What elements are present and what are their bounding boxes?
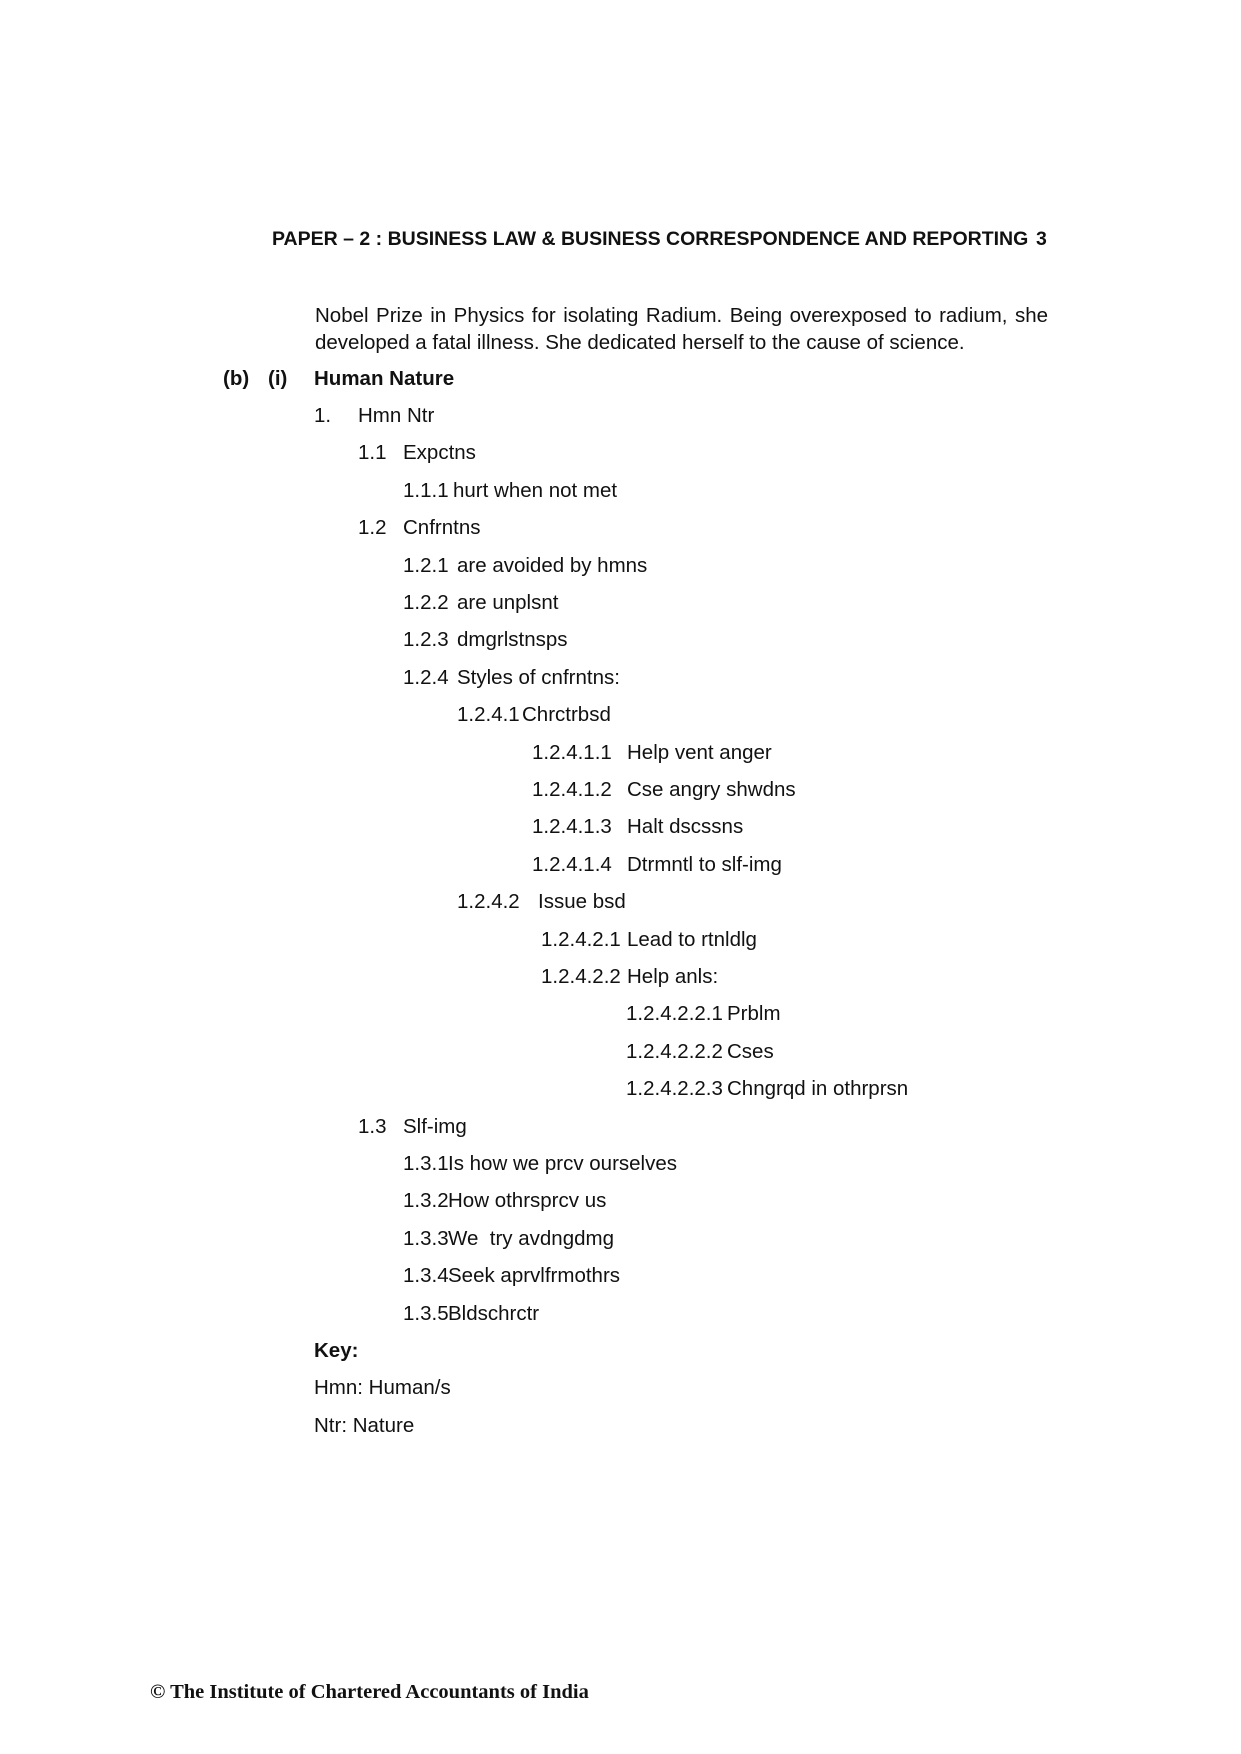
note-text: Slf-img — [403, 1115, 467, 1138]
note-text: We try avdngdmg — [448, 1227, 614, 1250]
note-text: Cses — [727, 1040, 774, 1063]
note-text: Issue bsd — [538, 890, 626, 913]
note-text: Dtrmntl to slf-img — [627, 853, 782, 876]
note-number: 1.2.4.2.2.1 — [626, 1002, 723, 1025]
note-text: Lead to rtnldlg — [627, 928, 757, 951]
note-text: Seek aprvlfrmothrs — [448, 1264, 621, 1287]
note-text: Cse angry shwdns — [627, 778, 796, 801]
note-text: dmgrlstnsps — [457, 628, 568, 651]
note-number: 1.2.4.2.2.2 — [626, 1040, 723, 1063]
note-number: 1.2.1 — [403, 554, 449, 577]
note-number: 1.2.3 — [403, 628, 449, 651]
note-text: Is how we prcv ourselves — [448, 1152, 678, 1175]
note-number: 1.3.5 — [403, 1302, 449, 1325]
intro-paragraph — [315, 302, 1048, 356]
page-number: 3 — [1036, 228, 1047, 250]
section-title: Human Nature — [314, 367, 455, 390]
note-text: are unplsnt — [457, 591, 559, 614]
note-number: 1.2.4 — [403, 666, 449, 689]
note-number: 1.3.2 — [403, 1189, 449, 1212]
note-number: 1.2.4.1.3 — [532, 815, 612, 838]
note-text: Cnfrntns — [403, 516, 481, 539]
note-number: 1.3 — [358, 1115, 387, 1138]
key-entry: Hmn: Human/s — [314, 1376, 451, 1399]
section-label-i: (i) — [268, 367, 288, 390]
note-text: Styles of cnfrntns: — [457, 666, 620, 689]
note-number: 1.2.4.2 — [457, 890, 520, 913]
note-number: 1.2.2 — [403, 591, 449, 614]
note-number: 1.3.1 — [403, 1152, 449, 1175]
note-text: hurt when not met — [453, 479, 618, 502]
note-number: 1.2.4.2.1 — [541, 928, 621, 951]
note-text: Hmn Ntr — [358, 404, 435, 427]
key-entry: Ntr: Nature — [314, 1414, 415, 1437]
note-number: 1.2.4.1.1 — [532, 741, 612, 764]
note-number: 1.2.4.1 — [457, 703, 520, 726]
note-number: 1.2.4.1.4 — [532, 853, 612, 876]
note-text: Prblm — [727, 1002, 781, 1025]
section-label-b: (b) — [223, 367, 250, 390]
note-number: 1. — [314, 404, 332, 427]
note-number: 1.1 — [358, 441, 387, 464]
note-number: 1.2.4.2.2 — [541, 965, 621, 988]
note-text: Chrctrbsd — [522, 703, 611, 726]
note-number: 1.2.4.1.2 — [532, 778, 612, 801]
note-number: 1.3.3 — [403, 1227, 449, 1250]
key-title: Key: — [314, 1339, 359, 1362]
note-number: 1.1.1 — [403, 479, 449, 502]
note-number: 1.3.4 — [403, 1264, 449, 1287]
note-text: are avoided by hmns — [457, 554, 648, 577]
note-number: 1.2 — [358, 516, 387, 539]
intro-line-2: developed a fatal illness. She dedicated herself to the cause of science. — [315, 331, 965, 354]
note-text: Chngrqd in othrprsn — [727, 1077, 909, 1100]
note-text: Help anls: — [627, 965, 719, 988]
note-number: 1.2.4.2.2.3 — [626, 1077, 723, 1100]
running-header-title: PAPER – 2 : BUSINESS LAW & BUSINESS CORRESPONDENCE AND REPORTING — [272, 228, 1029, 250]
note-text: Bldschrctr — [448, 1302, 540, 1325]
footer-copyright: © The Institute of Chartered Accountants of India — [150, 1681, 589, 1703]
intro-line-1: Nobel Prize in Physics for isolating Radium. Being overexposed to radium, she — [315, 304, 1048, 327]
note-text: Help vent anger — [627, 741, 772, 764]
note-text: Expctns — [403, 441, 476, 464]
note-text: How othrsprcv us — [448, 1189, 607, 1212]
note-text: Halt dscssns — [627, 815, 744, 838]
